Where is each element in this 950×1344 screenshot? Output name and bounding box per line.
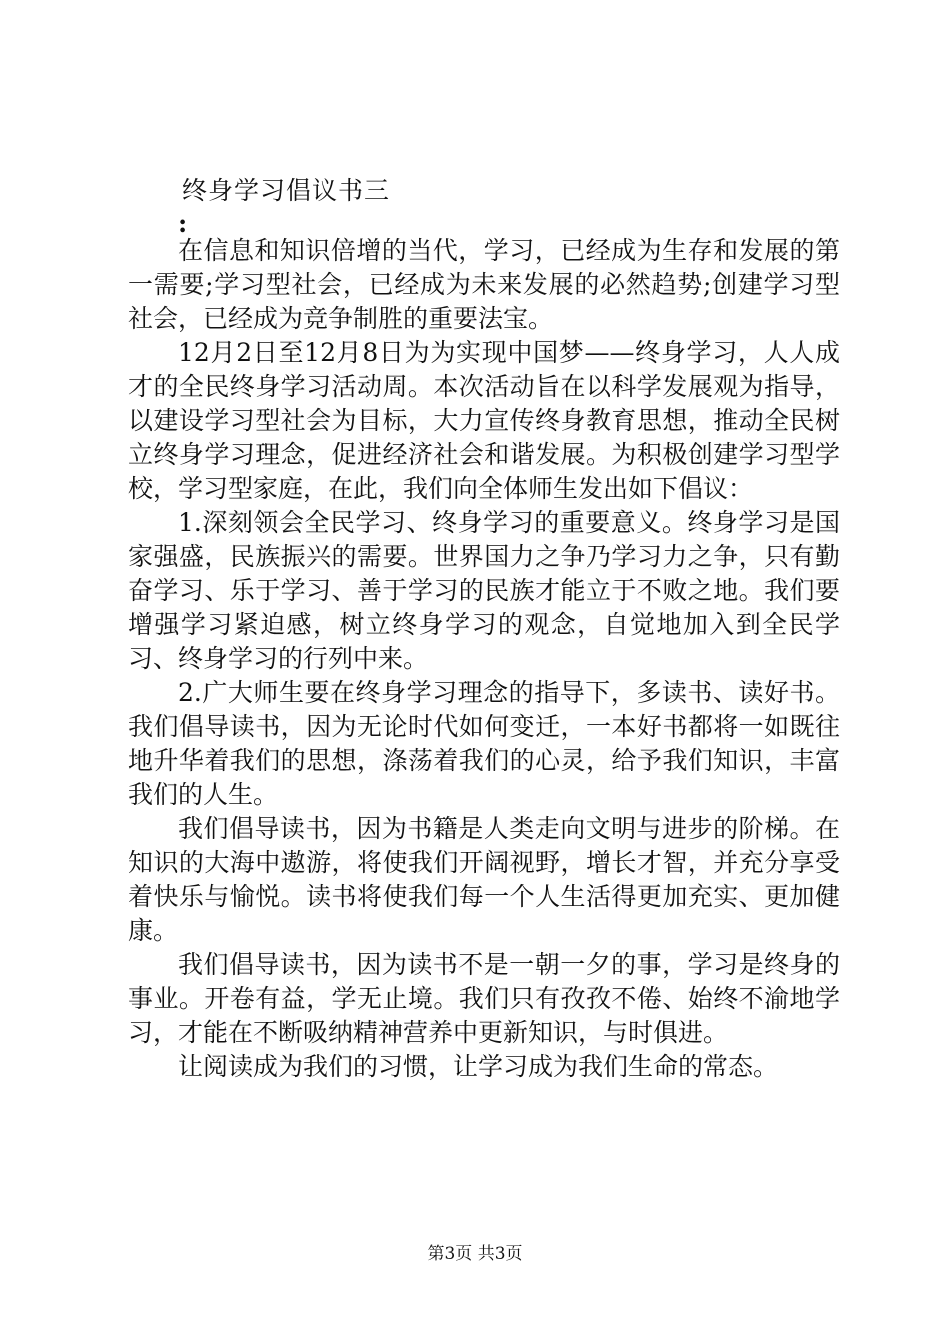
paragraph-closing: 让阅读成为我们的习惯，让学习成为我们生命的常态。 <box>178 1052 779 1081</box>
paragraph-reading-ladder: 我们倡导读书，因为书籍是人类走向文明与进步的阶梯。在知识的大海中遨游，将使我们开阔视野，增长才智，并充分享受着快乐与愉悦。读书将使我们每一个人生活得更加充实、更加健康。 <box>128 814 840 945</box>
page-number-footer: 第3页 共3页 <box>427 1244 523 1264</box>
paragraph-intro: 在信息和知识倍增的当代，学习，已经成为生存和发展的第一需要;学习型社会，已经成为未来发展的必然趋势;创建学习型社会，已经成为竞争制胜的重要法宝。 <box>128 236 840 333</box>
salutation: : <box>178 209 188 238</box>
document-title: 终身学习倡议书三 <box>182 176 391 205</box>
paragraph-activity-week: 12月2日至12月8日为为实现中国梦——终身学习，人人成才的全民终身学习活动周。本次活动旨在以科学发展观为指导，以建设学习型社会为目标，大力宣传终身教育思想，推动全民树立终身学习理念，促进经济社会和谐发展。为积极创建学习型学校，学习型家庭，在此，我们向全体师生发出如下倡议： <box>128 338 840 503</box>
document-body <box>128 234 840 1084</box>
paragraph-reading-lifelong: 我们倡导读书，因为读书不是一朝一夕的事，学习是终身的事业。开卷有益，学无止境。我们只有孜孜不倦、始终不渝地学习，才能在不断吸纳精神营养中更新知识，与时俱进。 <box>128 950 840 1047</box>
paragraph-item-1: 1.深刻领会全民学习、终身学习的重要意义。终身学习是国家强盛，民族振兴的需要。世界国力之争乃学习力之争，只有勤奋学习、乐于学习、善于学习的民族才能立于不败之地。我们要增强学习紧迫感，树立终身学习的观念，自觉地加入到全民学习、终身学习的行列中来。 <box>128 508 840 673</box>
paragraph-item-2: 2.广大师生要在终身学习理念的指导下，多读书、读好书。我们倡导读书，因为无论时代如何变迁，一本好书都将一如既往地升华着我们的思想，涤荡着我们的心灵，给予我们知识，丰富我们的人生。 <box>128 678 840 809</box>
